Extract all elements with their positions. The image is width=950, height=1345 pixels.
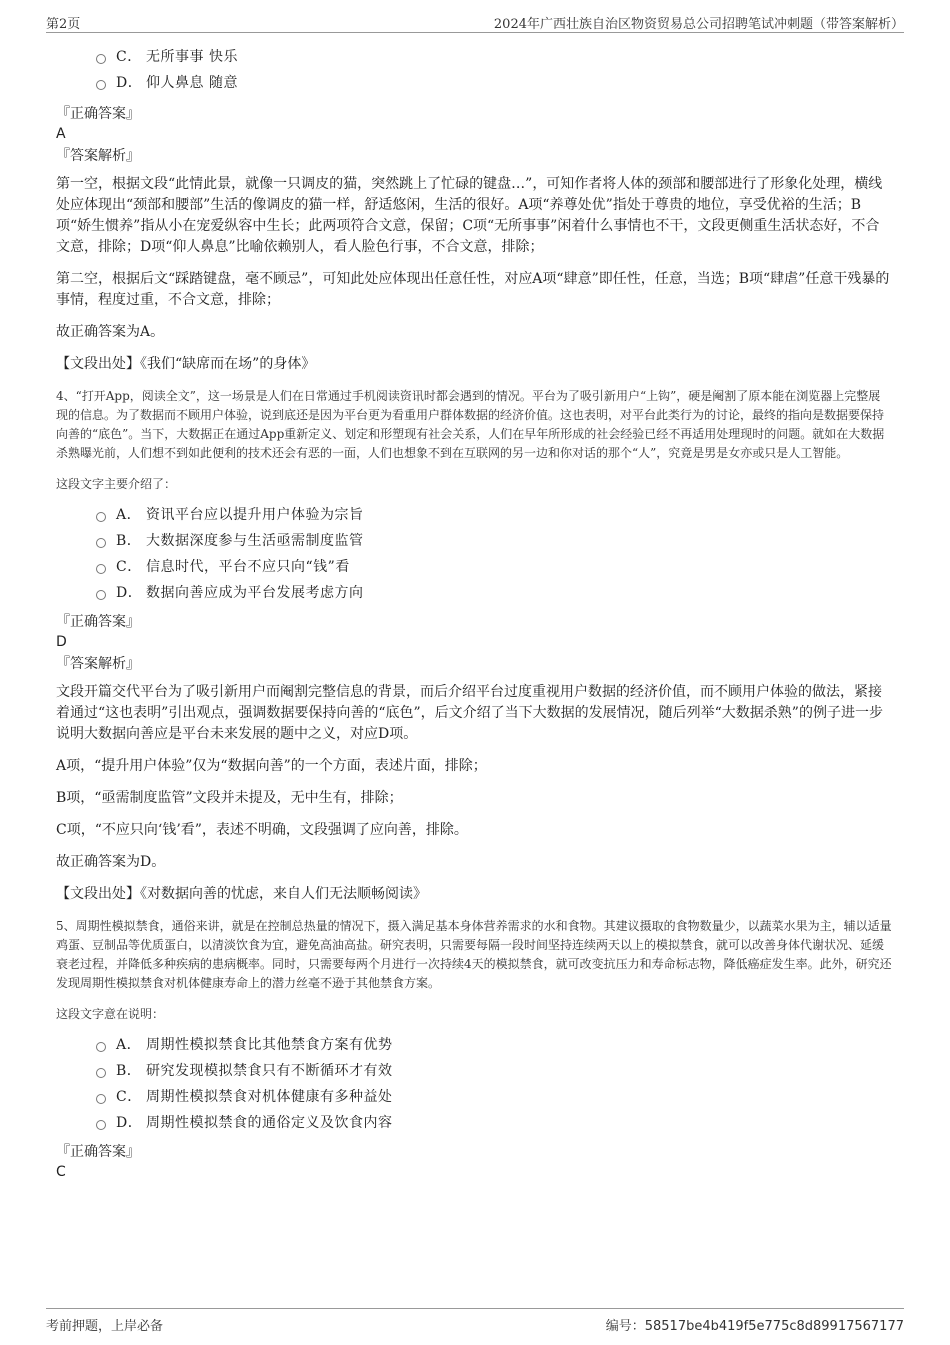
option-d[interactable]: D． 周期性模拟禁食的通俗定义及饮食内容 [56,1110,892,1136]
analysis-paragraph: A项，“提升用户体验”仅为“数据向善”的一个方面，表述片面，排除； [56,758,487,774]
analysis-paragraph: C项，“不应只向‘钱’看”，表述不明确，文段强调了应向善，排除。 [56,822,468,838]
radio-icon[interactable] [96,1068,106,1078]
radio-icon[interactable] [96,1042,106,1052]
page-content [56,44,892,1182]
radio-icon[interactable] [96,564,106,574]
radio-icon[interactable] [96,538,106,548]
source-citation: 【文段出处】《我们“缺席而在场”的身体》 [56,356,316,372]
radio-icon[interactable] [96,512,106,522]
radio-icon[interactable] [96,590,106,600]
analysis-label: 『答案解析』 [56,656,140,672]
analysis-conclusion: 故正确答案为A。 [56,324,165,340]
question-prompt: 这段文字意在说明： [56,1007,165,1021]
answer-value: C [56,1164,66,1180]
option-b[interactable]: B． 大数据深度参与生活亟需制度监管 [56,528,892,554]
document-code [606,1315,904,1334]
radio-icon[interactable] [96,80,106,90]
option-a[interactable]: A． 资讯平台应以提升用户体验为宗旨 [56,502,892,528]
source-citation: 【文段出处】《对数据向善的忧虑，来自人们无法顺畅阅读》 [56,886,427,902]
answer-label: 『正确答案』 [56,1144,140,1160]
option-c[interactable]: C． 周期性模拟禁食对机体健康有多种益处 [56,1084,892,1110]
page-footer [46,1308,904,1339]
option-c[interactable]: C． 信息时代，平台不应只向“钱”看 [56,554,892,580]
question-3 [56,44,892,375]
answer-value: A [56,126,66,142]
analysis-paragraph: 第一空，根据文段“此情此景，就像一只调皮的猫，突然跳上了忙碌的键盘…”，可知作者将人体的颈部和腰部进行了形象化处理，横线处应体现出“颈部和腰部”生活的像调皮的猫一样，舒适悠闲，生活的很好。A项“养尊处优”指处于尊贵的地位，享受优裕的生活；B项“娇生惯养”指从小在宠爱纵容中生长；此两项符合文意，保留；C项“无所事事”闲着什么事情也不干，文段更侧重生活状态好，不合文意，排除；D项“仰人鼻息”比喻依赖别人，看人脸色行事，不合文意，排除； [56,176,883,255]
option-c[interactable]: C． 无所事事 快乐 [56,44,892,70]
answer-label: 『正确答案』 [56,106,140,122]
analysis-paragraph: B项，“亟需制度监管”文段并未提及，无中生有，排除； [56,790,403,806]
option-d[interactable]: D． 仰人鼻息 随意 [56,70,892,96]
code-value: 58517be4b419f5e775c8d89917567177 [644,1319,904,1334]
page-number: 第2页 [46,17,81,32]
code-label: 编号： [605,1319,645,1334]
footer-slogan: 考前押题，上岸必备 [46,1319,164,1334]
option-d[interactable]: D． 数据向善应成为平台发展考虑方向 [56,580,892,606]
question-prompt: 这段文字主要介绍了： [56,477,177,491]
analysis-label: 『答案解析』 [56,148,140,164]
question-4 [56,387,892,905]
question-5 [56,917,892,1182]
question-stem: 4、“打开App，阅读全文”，这一场景是人们在日常通过手机阅读资讯时都会遇到的情况。平台为了吸引新用户“上钩”，硬是阉割了原本能在浏览器上完整展现的信息。为了数据而不顾用户体验，说到底还是因为平台更为看重用户群体数据的经济价值。这也表明，对平台此类行为的讨论，最终的指向是数据要保持向善的“底色”。当下，大数据正在通过App重新定义、划定和形塑现有社会关系，人们在早年所形成的社会经验已经不再适用处理现时的问题。就如在大数据杀熟曝光前，人们想不到如此便利的技术还会有恶的一面，人们也想象不到在互联网的另一边和你对话的那个“人”，究竟是男是女亦或只是人工智能。 [56,389,885,460]
answer-label: 『正确答案』 [56,614,140,630]
radio-icon[interactable] [96,1120,106,1130]
analysis-paragraph: 第二空，根据后文“踩踏键盘，毫不顾忌”，可知此处应体现出任意任性，对应A项“肆意”即任性，任意，当选；B项“肆虐”任意干残暴的事情，程度过重，不合文意，排除； [56,271,890,308]
answer-value: D [56,634,67,650]
option-a[interactable]: A． 周期性模拟禁食比其他禁食方案有优势 [56,1032,892,1058]
question-stem: 5、周期性模拟禁食，通俗来讲，就是在控制总热量的情况下，摄入满足基本身体营养需求的水和食物。其建议摄取的食物数量少，以蔬菜水果为主，辅以适量鸡蛋、豆制品等优质蛋白，以清淡饮食为宜，避免高油高盐。研究表明，只需要每隔一段时间坚持连续两天以上的模拟禁食，就可以改善身体代谢状况、延缓衰老过程，并降低多种疾病的患病概率。同时，只需要每两个月进行一次持续4天的模拟禁食，就可改变抗压力和寿命标志物，降低癌症发生率。此外，研究还发现周期性模拟禁食对机体健康寿命上的潜力丝毫不逊于其他禁食方案。 [56,919,892,990]
option-b[interactable]: B． 研究发现模拟禁食只有不断循环才有效 [56,1058,892,1084]
document-title: 2024年广西壮族自治区物资贸易总公司招聘笔试冲刺题（带答案解析） [493,17,904,32]
radio-icon[interactable] [96,1094,106,1104]
analysis-conclusion: 故正确答案为D。 [56,854,166,870]
page-header [46,10,904,33]
analysis-paragraph: 文段开篇交代平台为了吸引新用户而阉割完整信息的背景，而后介绍平台过度重视用户数据的经济价值，而不顾用户体验的做法，紧接着通过“这也表明”引出观点，强调数据要保持向善的“底色”，后文介绍了当下大数据的发展情况，随后列举“大数据杀熟”的例子进一步说明大数据向善应是平台未来发展的题中之义，对应D项。 [56,684,883,742]
radio-icon[interactable] [96,54,106,64]
